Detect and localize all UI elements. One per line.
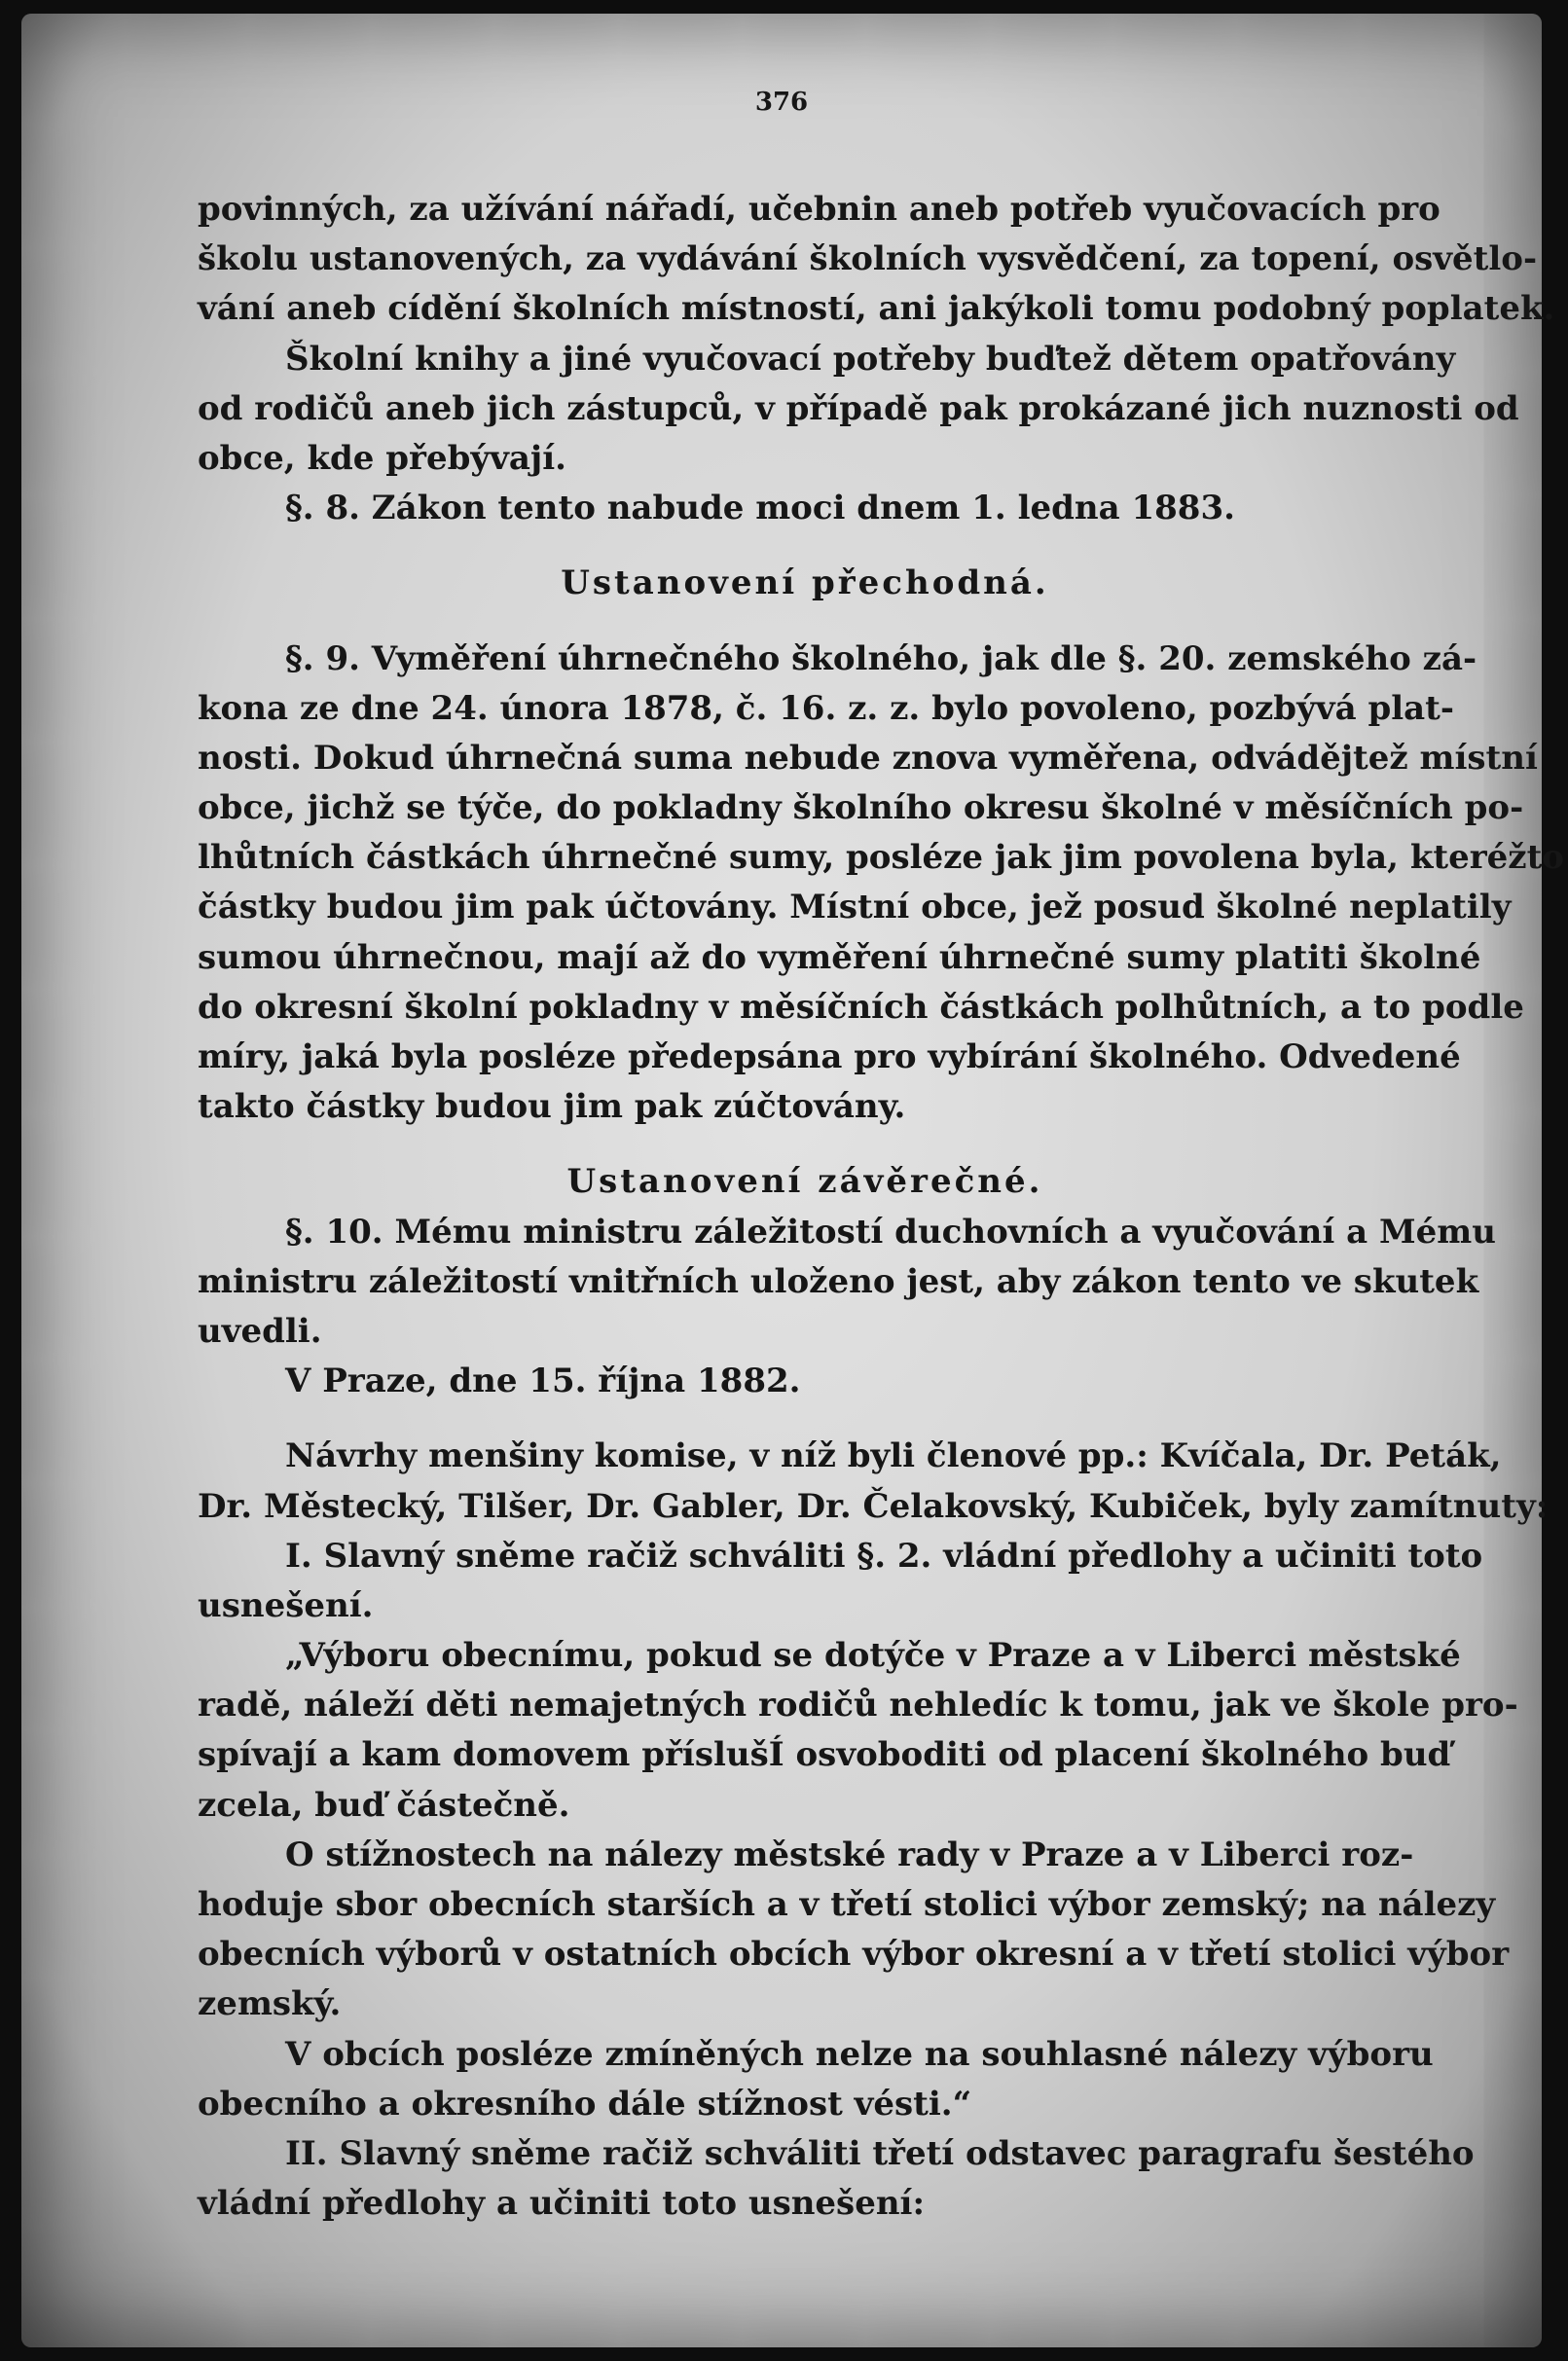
section-heading-transitional: Ustanovení přechodná. [561,563,1049,603]
text-line: hoduje sbor obecních starších a v třetí stolici výbor zemský; na nálezy [198,1885,1496,1924]
text-line: obce, kde přebývají. [198,438,566,478]
spacer [198,609,1412,635]
text-line: lhůtních částkách úhrnečné sumy, posléze jak jim povolena byla, kteréžto [198,838,1564,878]
text-line: kona ze dne 24. února 1878, č. 16. z. z. bylo povoleno, pozbývá plat- [198,688,1454,728]
text-line: O stížnostech na nálezy městské rady v Praze a v Liberci roz- [285,1834,1414,1874]
text-line: zcela, buď částečně. [198,1785,570,1825]
quoted-text: „Výboru obecnímu, pokud se dotýče v Praze a v Liberci městské [285,1636,1461,1676]
date-line: V Praze, dne 15. října 1882. [285,1362,801,1401]
spacer [198,1132,1412,1157]
text-line: V obcích posléze zmíněných nelze na souhlasné nálezy výboru [285,2034,1434,2074]
page-text [198,185,1564,2229]
text-line: obecních výborů v ostatních obcích výbor okresní a v třetí stolici výbor [198,1935,1510,1975]
spacer [198,533,1412,559]
text-line: školu ustanovených, za vydávání školních vysvědčení, za topení, osvětlo- [198,239,1538,279]
text-line: vládní předlohy a učiniti toto usnešení: [198,2184,926,2224]
text-line: ministru záležitostí vnitřních uloženo jest, aby zákon tento ve skutek [198,1261,1479,1301]
section-heading-final: Ustanovení závěrečné. [566,1162,1043,1202]
text-line: částky budou jim pak účtovány. Místní obce, jež posud školné neplatily [198,888,1512,927]
paragraph-10: §. 10. Mému ministru záležitostí duchovních a vyučování a Mému [285,1212,1496,1252]
text-line: vání aneb cídění školních místností, ani jakýkoli tomu podobný poplatek. [198,289,1555,329]
text-line: Školní knihy a jiné vyučovací potřeby buďtež dětem opatřovány [285,339,1456,379]
text-line: zemský. [198,1984,342,2024]
text-line: spívají a kam domovem příslušÍ osvoboditi od placení školného buď [198,1735,1451,1775]
text-line: obce, jichž se týče, do pokladny školního okresu školné v měsíčních po- [198,788,1524,828]
text-line: sumou úhrnečnou, mají až do vyměření úhrnečné sumy platiti školné [198,937,1481,977]
text-line: nosti. Dokud úhrnečná suma nebude znova vyměřena, odvádějtež místní [198,738,1538,778]
text-line: Dr. Městecký, Tilšer, Dr. Gabler, Dr. Čelakovský, Kubiček, byly zamítnuty: [198,1486,1549,1526]
proposal-2: II. Slavný sněme račiž schváliti třetí odstavec paragrafu šestého [285,2133,1475,2173]
paragraph-8: §. 8. Zákon tento nabude moci dnem 1. ledna 1883. [285,489,1235,528]
book-page [21,14,1564,2347]
text-line: uvedli. [198,1311,322,1351]
text-line: radě, náleží děti nemajetných rodičů nehledíc k tomu, jak ve škole pro- [198,1686,1518,1725]
text-line: obecního a okresního dále stížnost vésti.“ [198,2084,972,2124]
minority-proposals-intro: Návrhy menšiny komise, v níž byli členové pp.: Kvíčala, Dr. Peták, [285,1436,1502,1476]
text-line: povinných, za užívání nářadí, učebnin aneb potřeb vyučovacích pro [198,190,1440,229]
text-line: usnešení. [198,1585,374,1625]
proposal-1: I. Slavný sněme račiž schváliti §. 2. vládní předlohy a učiniti toto [285,1536,1483,1576]
text-line: takto částky budou jim pak zúčtovány. [198,1087,906,1127]
paragraph-9: §. 9. Vyměření úhrnečného školného, jak dle §. 20. zemského zá- [285,638,1477,678]
text-line: míry, jaká byla posléze předepsána pro vybírání školného. Odvedené [198,1037,1461,1076]
page-number: 376 [754,88,809,117]
text-line: od rodičů aneb jich zástupců, v případě pak prokázané jich nuznosti od [198,388,1519,428]
text-line: do okresní školní pokladny v měsíčních částkách polhůtních, a to podle [198,987,1524,1027]
spacer [198,1406,1412,1432]
